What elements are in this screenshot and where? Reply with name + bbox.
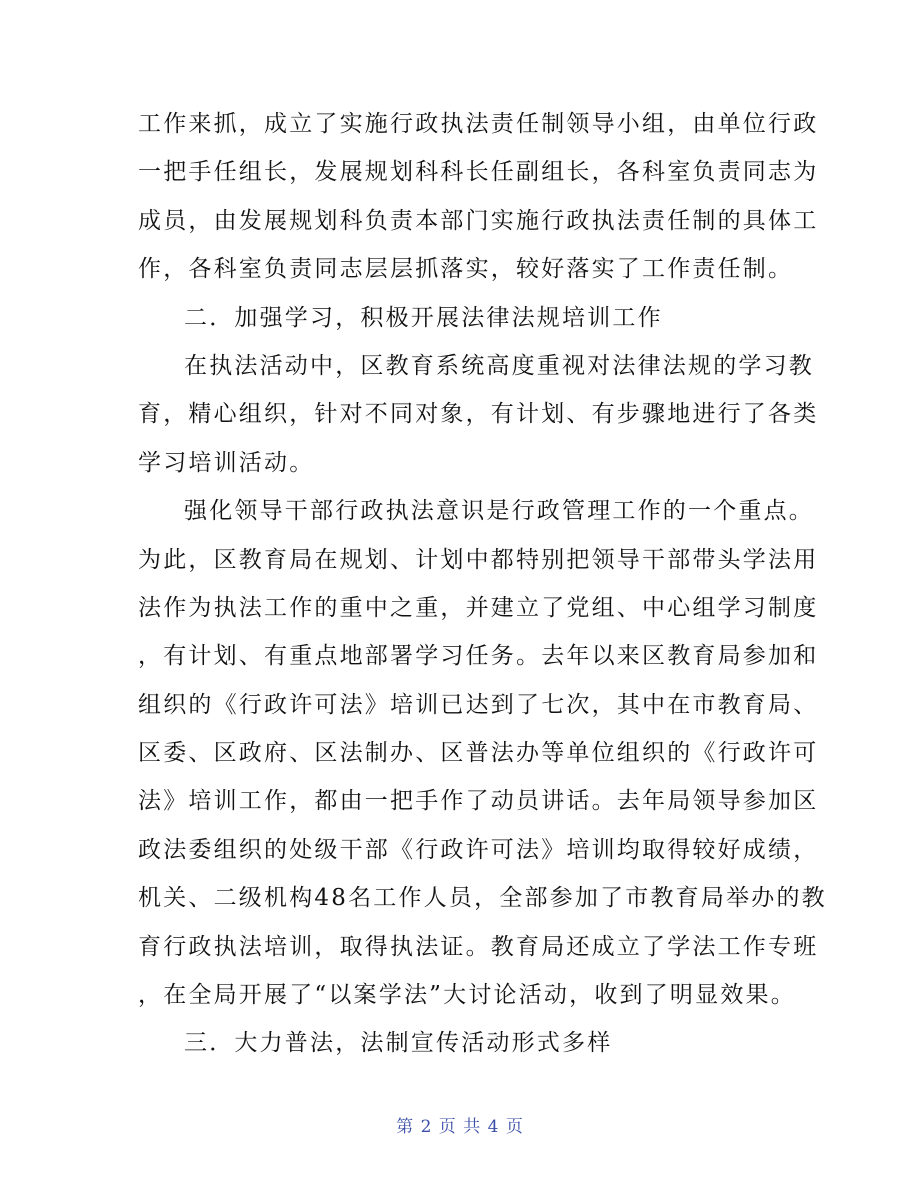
section-heading-3: 三．大力普法，法制宣传活动形式多样 (184, 1030, 613, 1057)
text-line-19: ，在全局开展了“以案学法”大讨论活动，收到了明显效果。 (138, 982, 796, 1009)
text-line-8: 学习培训活动。 (138, 449, 315, 476)
text-line-16: 政法委组织的处级干部《行政许可法》培训均取得较好成绩， (138, 836, 819, 863)
text-line-4: 作，各科室负责同志层层抓落实，较好落实了工作责任制。 (138, 256, 794, 283)
text-line-18: 育行政执法培训，取得执法证。教育局还成立了学法工作专班 (138, 933, 819, 960)
text-line-12: ，有计划、有重点地部署学习任务。去年以来区教育局参加和 (138, 643, 819, 670)
text-line-9: 强化领导干部行政执法意识是行政管理工作的一个重点。 (184, 498, 814, 525)
body-text (138, 100, 827, 1068)
section-heading-2: 二．加强学习，积极开展法律法规培训工作 (184, 304, 663, 331)
text-line-10: 为此，区教育局在规划、计划中都特别把领导干部带头学法用 (138, 546, 819, 573)
text-line-13: 组织的《行政许可法》培训已达到了七次，其中在市教育局、 (138, 691, 819, 718)
text-line-11: 法作为执法工作的重中之重，并建立了党组、中心组学习制度 (138, 594, 819, 621)
page-number: 第 2 页 共 4 页 (396, 1117, 524, 1137)
text-line-17: 机关、二级机构48名工作人员，全部参加了市教育局举办的教 (138, 885, 827, 912)
text-line-7: 育，精心组织，针对不同对象，有计划、有步骤地进行了各类 (138, 401, 819, 428)
text-line-14: 区委、区政府、区法制办、区普法办等单位组织的《行政许可 (138, 740, 819, 767)
text-line-1: 工作来抓，成立了实施行政执法责任制领导小组，由单位行政 (138, 111, 819, 137)
text-line-3: 成员，由发展规划科负责本部门实施行政执法责任制的具体工 (138, 207, 819, 234)
text-line-2: 一把手任组长，发展规划科科长任副组长，各科室负责同志为 (138, 159, 819, 186)
page-footer (0, 1112, 920, 1137)
text-line-6: 在执法活动中，区教育系统高度重视对法律法规的学习教 (184, 352, 814, 379)
text-line-15: 法》培训工作，都由一把手作了动员讲话。去年局领导参加区 (138, 788, 819, 815)
